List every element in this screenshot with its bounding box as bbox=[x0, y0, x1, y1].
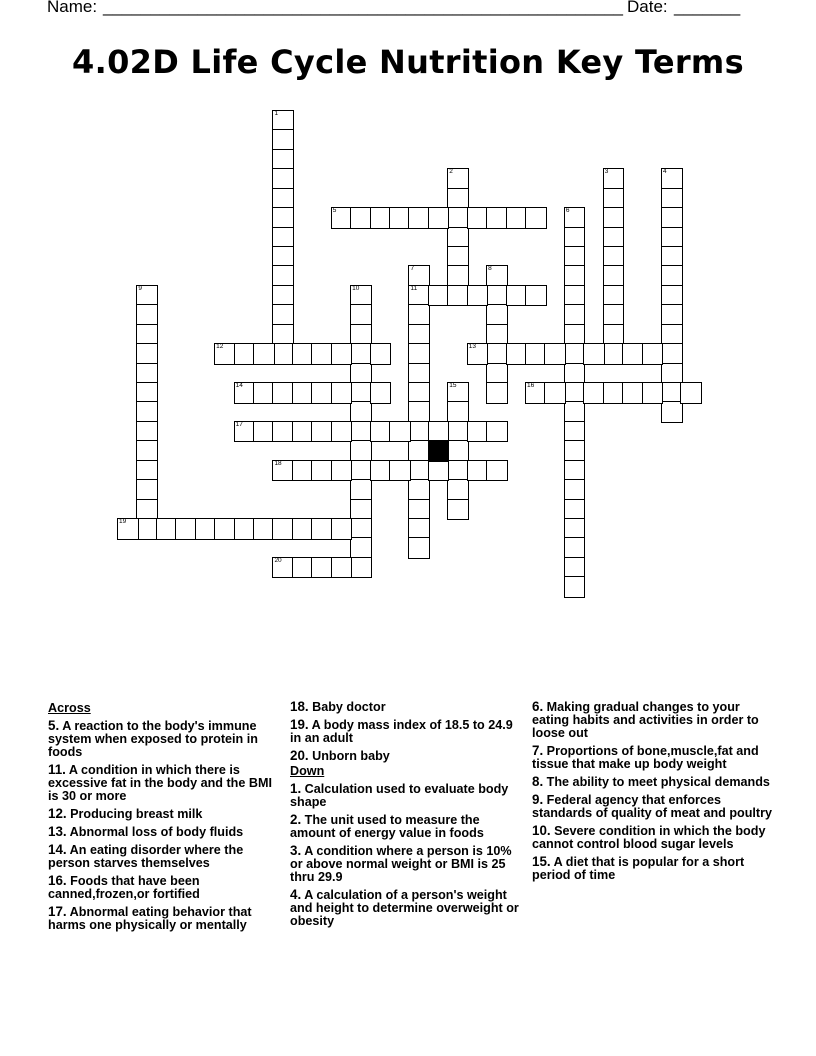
clue-item-text: An eating disorder where the person starves themselves bbox=[48, 843, 244, 870]
grid-cell[interactable] bbox=[272, 324, 294, 346]
grid-cell[interactable] bbox=[272, 285, 294, 307]
clue-item-number: 9. bbox=[532, 792, 544, 807]
grid-cell[interactable] bbox=[272, 304, 294, 326]
grid-cell[interactable] bbox=[370, 421, 392, 443]
page-title: 4.02D Life Cycle Nutrition Key Terms bbox=[72, 43, 744, 81]
grid-cell[interactable] bbox=[136, 382, 158, 404]
grid-cell[interactable] bbox=[350, 537, 372, 559]
clue-item-number: 6. bbox=[532, 699, 544, 714]
grid-cell[interactable] bbox=[642, 382, 664, 404]
grid-cell[interactable] bbox=[350, 460, 372, 482]
clue-number: 11 bbox=[410, 284, 418, 292]
grid-cell[interactable] bbox=[292, 343, 314, 365]
grid-cell[interactable] bbox=[214, 518, 236, 540]
grid-cell[interactable] bbox=[272, 129, 294, 151]
grid-cell[interactable] bbox=[506, 285, 528, 307]
grid-cell[interactable] bbox=[331, 557, 353, 579]
grid-cell[interactable] bbox=[136, 285, 158, 307]
clue-item-number: 12. bbox=[48, 806, 67, 821]
grid-cell[interactable] bbox=[272, 343, 294, 365]
grid-cell[interactable] bbox=[544, 382, 566, 404]
clue-item bbox=[290, 718, 526, 745]
grid-cell[interactable] bbox=[350, 285, 372, 307]
clues-column-3 bbox=[532, 700, 772, 882]
grid-cell[interactable] bbox=[603, 168, 625, 190]
clue-number: 17 bbox=[235, 420, 243, 428]
grid-cell[interactable] bbox=[408, 304, 430, 326]
grid-cell[interactable] bbox=[603, 246, 625, 268]
grid-cell[interactable] bbox=[370, 207, 392, 229]
grid-cell[interactable] bbox=[389, 207, 411, 229]
clue-number: 13 bbox=[468, 343, 476, 351]
clue-item bbox=[532, 744, 772, 771]
grid-cell[interactable] bbox=[370, 343, 392, 365]
clue-item-text: A calculation of a person's weight and height to determine overweight or obesity bbox=[290, 888, 519, 928]
clue-item bbox=[290, 844, 526, 884]
clue-item bbox=[290, 813, 526, 840]
grid-cell[interactable] bbox=[408, 401, 430, 423]
clue-number: 16 bbox=[527, 382, 535, 390]
grid-cell[interactable] bbox=[272, 207, 294, 229]
grid-cell[interactable] bbox=[486, 207, 508, 229]
grid-cell[interactable] bbox=[331, 421, 353, 443]
grid-cell[interactable] bbox=[272, 518, 294, 540]
clue-item bbox=[48, 843, 284, 870]
grid-cell[interactable] bbox=[603, 188, 625, 210]
grid-cell[interactable] bbox=[564, 518, 586, 540]
clue-item-number: 14. bbox=[48, 842, 67, 857]
grid-cell[interactable] bbox=[408, 363, 430, 385]
clue-item bbox=[290, 700, 526, 714]
grid-cell[interactable] bbox=[408, 499, 430, 521]
clue-item-number: 10. bbox=[532, 823, 551, 838]
grid-cell[interactable] bbox=[350, 421, 372, 443]
grid-cell[interactable] bbox=[603, 265, 625, 287]
clues-column-2 bbox=[290, 700, 526, 928]
grid-cell[interactable] bbox=[292, 518, 314, 540]
clue-item bbox=[532, 700, 772, 740]
grid-cell[interactable] bbox=[486, 304, 508, 326]
section-heading-across: Across bbox=[48, 701, 91, 715]
grid-cell[interactable] bbox=[564, 246, 586, 268]
clue-item-text: Making gradual changes to your eating habits and activities in order to loose out bbox=[532, 700, 759, 740]
clue-item-number: 2. bbox=[290, 812, 302, 827]
clue-item-text: Foods that have been canned,frozen,or fortified bbox=[48, 874, 200, 901]
grid-cell[interactable] bbox=[506, 207, 528, 229]
clue-item-number: 1. bbox=[290, 781, 302, 796]
grid-cell[interactable] bbox=[350, 324, 372, 346]
clue-item bbox=[48, 763, 284, 803]
grid-cell[interactable] bbox=[564, 401, 586, 423]
grid-cell[interactable] bbox=[272, 421, 294, 443]
grid-cell[interactable] bbox=[661, 401, 683, 423]
clue-item bbox=[290, 749, 526, 763]
clue-item-text: Abnormal eating behavior that harms one physically or mentally bbox=[48, 905, 252, 932]
grid-cell[interactable] bbox=[622, 343, 644, 365]
clue-item-text: The unit used to measure the amount of energy value in foods bbox=[290, 813, 484, 840]
grid-cell[interactable] bbox=[311, 382, 333, 404]
clue-item-number: 8. bbox=[532, 774, 544, 789]
grid-cell[interactable] bbox=[272, 188, 294, 210]
clue-item-text: A diet that is popular for a short period of time bbox=[532, 855, 745, 882]
grid-cell[interactable] bbox=[544, 343, 566, 365]
clue-item bbox=[290, 888, 526, 928]
grid-cell[interactable] bbox=[350, 479, 372, 501]
grid-cell[interactable] bbox=[428, 421, 450, 443]
grid-cell[interactable] bbox=[292, 382, 314, 404]
grid-cell[interactable] bbox=[603, 382, 625, 404]
grid-cell[interactable] bbox=[331, 460, 353, 482]
clue-item-text: Producing breast milk bbox=[66, 807, 203, 821]
grid-cell[interactable] bbox=[136, 324, 158, 346]
grid-cell[interactable] bbox=[506, 343, 528, 365]
grid-cell[interactable] bbox=[272, 265, 294, 287]
grid-cell[interactable] bbox=[136, 363, 158, 385]
grid-cell[interactable] bbox=[234, 343, 256, 365]
grid-cell[interactable] bbox=[661, 246, 683, 268]
grid-cell[interactable] bbox=[272, 110, 294, 132]
grid-cell[interactable] bbox=[428, 285, 450, 307]
clue-item-number: 11. bbox=[48, 762, 66, 777]
grid-cell[interactable] bbox=[564, 285, 586, 307]
grid-cell[interactable] bbox=[136, 499, 158, 521]
clue-item-text: Federal agency that enforces standards of quality of meat and poultry bbox=[532, 793, 773, 820]
clue-item bbox=[532, 855, 772, 882]
clue-item-text: A reaction to the body's immune system when exposed to protein in foods bbox=[48, 719, 258, 759]
grid-cell[interactable] bbox=[564, 440, 586, 462]
grid-cell[interactable] bbox=[350, 382, 372, 404]
grid-cell[interactable] bbox=[486, 265, 508, 287]
clue-item-text: The ability to meet physical demands bbox=[543, 775, 770, 789]
grid-cell[interactable] bbox=[272, 149, 294, 171]
grid-cell[interactable] bbox=[447, 246, 469, 268]
grid-cell[interactable] bbox=[447, 460, 469, 482]
grid-cell[interactable] bbox=[603, 343, 625, 365]
grid-cell[interactable] bbox=[428, 460, 450, 482]
grid-cell[interactable] bbox=[486, 382, 508, 404]
grid-cell[interactable] bbox=[408, 285, 430, 307]
grid-cell[interactable] bbox=[311, 421, 333, 443]
grid-cell[interactable] bbox=[486, 285, 508, 307]
grid-cell[interactable] bbox=[350, 499, 372, 521]
clue-item bbox=[48, 807, 284, 821]
clue-number: 10 bbox=[352, 284, 360, 292]
grid-cell[interactable] bbox=[350, 518, 372, 540]
grid-cell[interactable] bbox=[583, 382, 605, 404]
grid-cell[interactable] bbox=[603, 227, 625, 249]
grid-cell[interactable] bbox=[564, 421, 586, 443]
grid-cell[interactable] bbox=[272, 168, 294, 190]
grid-cell[interactable] bbox=[408, 382, 430, 404]
grid-cell[interactable] bbox=[603, 304, 625, 326]
black-cell bbox=[428, 440, 450, 462]
grid-cell[interactable] bbox=[370, 382, 392, 404]
clue-item bbox=[290, 782, 526, 809]
grid-cell[interactable] bbox=[564, 499, 586, 521]
grid-cell[interactable] bbox=[350, 304, 372, 326]
clue-number: 19 bbox=[119, 518, 127, 526]
grid-cell[interactable] bbox=[622, 382, 644, 404]
clue-item-text: A condition in which there is excessive fat in the body and the BMI is 30 or more bbox=[48, 763, 272, 803]
grid-cell[interactable] bbox=[661, 265, 683, 287]
grid-cell[interactable] bbox=[234, 421, 256, 443]
clue-number: 3 bbox=[604, 168, 609, 176]
grid-cell[interactable] bbox=[389, 421, 411, 443]
grid-cell[interactable] bbox=[253, 421, 275, 443]
grid-cell[interactable] bbox=[408, 324, 430, 346]
grid-cell[interactable] bbox=[311, 518, 333, 540]
grid-cell[interactable] bbox=[234, 518, 256, 540]
grid-cell[interactable] bbox=[447, 440, 469, 462]
clue-number: 14 bbox=[235, 382, 243, 390]
grid-cell[interactable] bbox=[311, 460, 333, 482]
grid-cell[interactable] bbox=[525, 207, 547, 229]
clue-number: 7 bbox=[410, 265, 415, 273]
clue-item-text: Severe condition in which the body cannot control blood sugar levels bbox=[532, 824, 766, 851]
grid-cell[interactable] bbox=[603, 285, 625, 307]
grid-cell[interactable] bbox=[564, 576, 586, 598]
grid-cell[interactable] bbox=[311, 343, 333, 365]
grid-cell[interactable] bbox=[408, 518, 430, 540]
clue-number: 2 bbox=[449, 168, 453, 176]
grid-cell[interactable] bbox=[331, 343, 353, 365]
grid-cell[interactable] bbox=[408, 265, 430, 287]
grid-cell[interactable] bbox=[136, 460, 158, 482]
section-heading-down: Down bbox=[290, 764, 325, 778]
grid-cell[interactable] bbox=[253, 518, 275, 540]
grid-cell[interactable] bbox=[583, 343, 605, 365]
grid-cell[interactable] bbox=[447, 479, 469, 501]
grid-cell[interactable] bbox=[253, 382, 275, 404]
grid-cell[interactable] bbox=[467, 421, 489, 443]
grid-cell[interactable] bbox=[564, 265, 586, 287]
grid-cell[interactable] bbox=[214, 343, 236, 365]
clue-item-number: 3. bbox=[290, 843, 302, 858]
grid-cell[interactable] bbox=[661, 227, 683, 249]
grid-cell[interactable] bbox=[467, 460, 489, 482]
grid-cell[interactable] bbox=[525, 343, 547, 365]
grid-cell[interactable] bbox=[350, 207, 372, 229]
grid-cell[interactable] bbox=[136, 440, 158, 462]
clue-item-number: 13. bbox=[48, 824, 67, 839]
clue-number: 9 bbox=[138, 284, 143, 292]
grid-cell[interactable] bbox=[350, 363, 372, 385]
grid-cell[interactable] bbox=[564, 363, 586, 385]
grid-cell[interactable] bbox=[661, 304, 683, 326]
grid-cell[interactable] bbox=[661, 168, 683, 190]
grid-cell[interactable] bbox=[389, 460, 411, 482]
grid-cell[interactable] bbox=[136, 304, 158, 326]
grid-cell[interactable] bbox=[408, 537, 430, 559]
clue-number: 1 bbox=[274, 110, 279, 117]
clue-number: 15 bbox=[449, 382, 457, 390]
grid-cell[interactable] bbox=[525, 285, 547, 307]
clue-item-number: 7. bbox=[532, 743, 544, 758]
clue-item-number: 15. bbox=[532, 854, 551, 869]
clue-item-text: Unborn baby bbox=[308, 749, 390, 763]
clue-item-text: Baby doctor bbox=[308, 700, 386, 714]
grid-cell[interactable] bbox=[175, 518, 197, 540]
clue-number: 5 bbox=[332, 207, 337, 215]
grid-cell[interactable] bbox=[117, 518, 139, 540]
grid-cell[interactable] bbox=[447, 285, 469, 307]
grid-cell[interactable] bbox=[408, 343, 430, 365]
grid-cell[interactable] bbox=[292, 557, 314, 579]
clue-item-number: 16. bbox=[48, 873, 67, 888]
clue-number: 6 bbox=[565, 207, 570, 215]
grid-cell[interactable] bbox=[253, 343, 275, 365]
grid-cell[interactable] bbox=[272, 460, 294, 482]
grid-cell[interactable] bbox=[642, 343, 664, 365]
clue-number: 12 bbox=[216, 343, 224, 351]
grid-cell[interactable] bbox=[331, 382, 353, 404]
grid-cell[interactable] bbox=[447, 382, 469, 404]
grid-cell[interactable] bbox=[136, 401, 158, 423]
grid-cell[interactable] bbox=[350, 343, 372, 365]
grid-cell[interactable] bbox=[486, 324, 508, 346]
grid-cell[interactable] bbox=[408, 421, 430, 443]
grid-cell[interactable] bbox=[661, 285, 683, 307]
clue-item-number: 18. bbox=[290, 699, 309, 714]
grid-cell[interactable] bbox=[564, 304, 586, 326]
clue-item bbox=[532, 824, 772, 851]
grid-cell[interactable] bbox=[447, 265, 469, 287]
grid-cell[interactable] bbox=[350, 557, 372, 579]
grid-cell[interactable] bbox=[467, 207, 489, 229]
grid-cell[interactable] bbox=[428, 207, 450, 229]
clue-item-text: A condition where a person is 10% or above normal weight or BMI is 25 thru 29.9 bbox=[290, 844, 512, 884]
grid-cell[interactable] bbox=[350, 401, 372, 423]
grid-cell[interactable] bbox=[272, 246, 294, 268]
clue-item-number: 5. bbox=[48, 718, 60, 733]
clue-item-number: 20. bbox=[290, 748, 309, 763]
grid-cell[interactable] bbox=[447, 188, 469, 210]
date-label: Date: bbox=[627, 0, 668, 16]
grid-cell[interactable] bbox=[486, 460, 508, 482]
grid-cell[interactable] bbox=[136, 479, 158, 501]
grid-cell[interactable] bbox=[603, 324, 625, 346]
grid-cell[interactable] bbox=[331, 207, 353, 229]
clue-item-number: 19. bbox=[290, 717, 309, 732]
grid-cell[interactable] bbox=[564, 382, 586, 404]
clue-item bbox=[532, 793, 772, 820]
clue-item bbox=[48, 825, 284, 839]
grid-cell[interactable] bbox=[350, 440, 372, 462]
clue-number: 20 bbox=[274, 556, 282, 564]
grid-cell[interactable] bbox=[467, 285, 489, 307]
grid-cell[interactable] bbox=[564, 479, 586, 501]
grid-cell[interactable] bbox=[564, 227, 586, 249]
clue-item bbox=[532, 775, 772, 789]
grid-cell[interactable] bbox=[408, 440, 430, 462]
grid-cell[interactable] bbox=[661, 382, 683, 404]
grid-cell[interactable] bbox=[447, 401, 469, 423]
grid-cell[interactable] bbox=[292, 460, 314, 482]
grid-cell[interactable] bbox=[195, 518, 217, 540]
clue-item bbox=[48, 719, 284, 759]
grid-cell[interactable] bbox=[661, 324, 683, 346]
grid-cell[interactable] bbox=[331, 518, 353, 540]
grid-cell[interactable] bbox=[564, 343, 586, 365]
grid-cell[interactable] bbox=[564, 537, 586, 559]
grid-cell[interactable] bbox=[486, 421, 508, 443]
grid-cell[interactable] bbox=[408, 460, 430, 482]
grid-cell[interactable] bbox=[370, 460, 392, 482]
grid-cell[interactable] bbox=[680, 382, 702, 404]
grid-cell[interactable] bbox=[136, 343, 158, 365]
grid-cell[interactable] bbox=[564, 207, 586, 229]
grid-cell[interactable] bbox=[525, 382, 547, 404]
grid-cell[interactable] bbox=[564, 324, 586, 346]
grid-cell[interactable] bbox=[272, 382, 294, 404]
grid-cell[interactable] bbox=[661, 363, 683, 385]
grid-cell[interactable] bbox=[603, 207, 625, 229]
clue-item-text: Proportions of bone,muscle,fat and tissue that make up body weight bbox=[532, 744, 759, 771]
grid-cell[interactable] bbox=[447, 421, 469, 443]
grid-cell[interactable] bbox=[136, 421, 158, 443]
grid-cell[interactable] bbox=[292, 421, 314, 443]
grid-cell[interactable] bbox=[272, 557, 294, 579]
grid-cell[interactable] bbox=[447, 227, 469, 249]
date-field[interactable]: _______ bbox=[674, 0, 741, 16]
clue-number: 4 bbox=[663, 168, 667, 176]
clue-item bbox=[48, 874, 284, 901]
grid-cell[interactable] bbox=[661, 343, 683, 365]
grid-cell[interactable] bbox=[272, 227, 294, 249]
name-label: Name: bbox=[47, 0, 98, 16]
clue-number: 18 bbox=[274, 459, 282, 467]
clue-number: 8 bbox=[488, 265, 492, 273]
grid-cell[interactable] bbox=[234, 382, 256, 404]
clue-item-text: A body mass index of 18.5 to 24.9 in an adult bbox=[290, 718, 513, 745]
grid-cell[interactable] bbox=[486, 343, 508, 365]
clue-item-text: Calculation used to evaluate body shape bbox=[290, 782, 509, 809]
grid-cell[interactable] bbox=[447, 207, 469, 229]
grid-cell[interactable] bbox=[408, 479, 430, 501]
clues-column-1 bbox=[48, 700, 284, 932]
grid-cell[interactable] bbox=[447, 168, 469, 190]
grid-cell[interactable] bbox=[311, 557, 333, 579]
clues-section bbox=[48, 700, 778, 980]
grid-cell[interactable] bbox=[486, 363, 508, 385]
grid-cell[interactable] bbox=[467, 343, 489, 365]
clue-item-text: Abnormal loss of body fluids bbox=[66, 825, 244, 839]
grid-cell[interactable] bbox=[447, 499, 469, 521]
grid-cell[interactable] bbox=[136, 518, 158, 540]
grid-cell[interactable] bbox=[661, 207, 683, 229]
name-field[interactable]: _______________________________________________________ bbox=[103, 0, 624, 16]
clue-item-number: 17. bbox=[48, 904, 67, 919]
grid-cell[interactable] bbox=[564, 557, 586, 579]
grid-cell[interactable] bbox=[564, 460, 586, 482]
clue-item bbox=[48, 905, 284, 932]
grid-cell[interactable] bbox=[661, 188, 683, 210]
grid-cell[interactable] bbox=[408, 207, 430, 229]
clue-item-number: 4. bbox=[290, 887, 302, 902]
grid-cell[interactable] bbox=[156, 518, 178, 540]
